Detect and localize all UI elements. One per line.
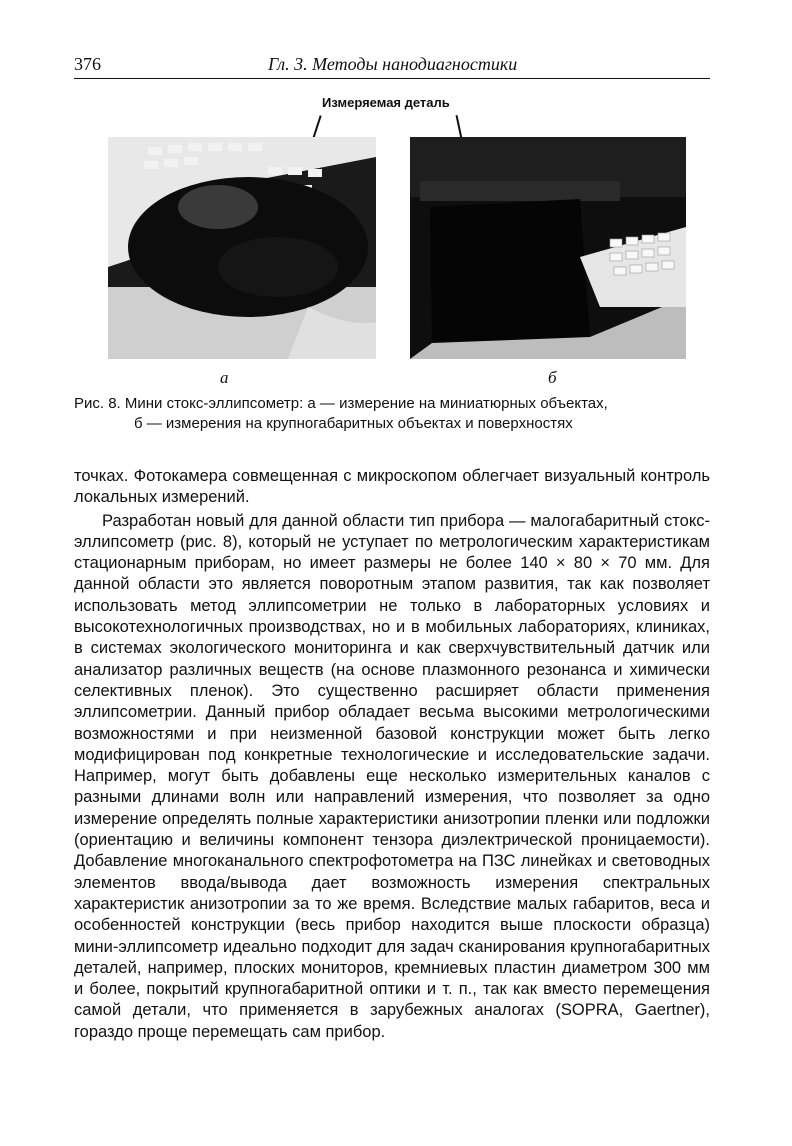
callout-leader-line-left	[312, 115, 321, 138]
callout-leader-line-right	[456, 115, 463, 139]
paragraph-continuation: точках. Фотокамера совмещенная с микроскопом облегчает визуальный контроль локальных измерений.	[74, 467, 710, 507]
figure-callout-label: Измеряемая деталь	[322, 95, 450, 110]
photo-a-mini-ellipsometer-small-object	[108, 137, 376, 359]
running-header	[74, 52, 710, 79]
paragraph-main: Разработан новый для данной области тип прибора — малогабаритный стокс-эллипсометр (рис. 8), который не уступает по метрологическим характеристикам стационарным приборам, но имеет размеры не более 140 × 80 × 70 мм. Для данной области это является поворотным этапом развития, так как позволяет использовать метод эллипсометрии не только в лабораторных условиях и высокотехнологичных производствах, но и в мобильных лабораториях, клиниках, в системах экологического мониторинга и как сверхчувствительный датчик или анализатор различных веществ (на основе плазмонного резонанса и химически селективных пленок). Это существенно расширяет области применения эллипсометрии. Данный прибор обладает весьма высокими метрологическими возможностями и при неизменной базовой конструкции может быть легко модифицирован под конкретные технологические и исследовательские задачи. Например, могут быть добавлены еще несколько измерительных каналов с разными длинами волн или направлений измерения, что позволяет за одно измерение определять полные характеристики анизотропии пленки или подложки (ориентацию и величины компонент тензора диэлектрической проницаемости). Добавление многоканального спектрофотометра на ПЗС линейках и световодных элементов ввода/вывода дает возможность измерения спектральных характеристик анизотропии за то же время. Вследствие малых габаритов, веса и особенностей конструкции (весь прибор находится выше плоскости образца) мини-эллипсометр идеально подходит для задач сканирования крупногабаритных деталей, например, плоских мониторов, кремниевых пластин диаметром 300 мм и более, покрытий крупногабаритной оптики и т. п., так как вместо перемещения самой детали, что применяется в зарубежных аналогах (SOPRA, Gaertner), гораздо проще перемещать сам прибор.	[74, 511, 710, 1041]
subfigure-label-b: б	[548, 368, 557, 387]
subfigure-label-a: а	[220, 368, 229, 387]
caption-line-1: Рис. 8. Мини стокс-эллипсометр: а — измерение на миниатюрных объектах,	[74, 395, 608, 412]
running-title: Гл. 3. Методы нанодиагностики	[268, 54, 518, 74]
page-number: 376	[74, 54, 101, 74]
body-text	[74, 466, 710, 1043]
photo-b-mini-ellipsometer-large-surface	[410, 137, 686, 359]
caption-line-2: б — измерения на крупногабаритных объектах и поверхностях	[134, 415, 573, 432]
figure-caption	[74, 394, 710, 434]
